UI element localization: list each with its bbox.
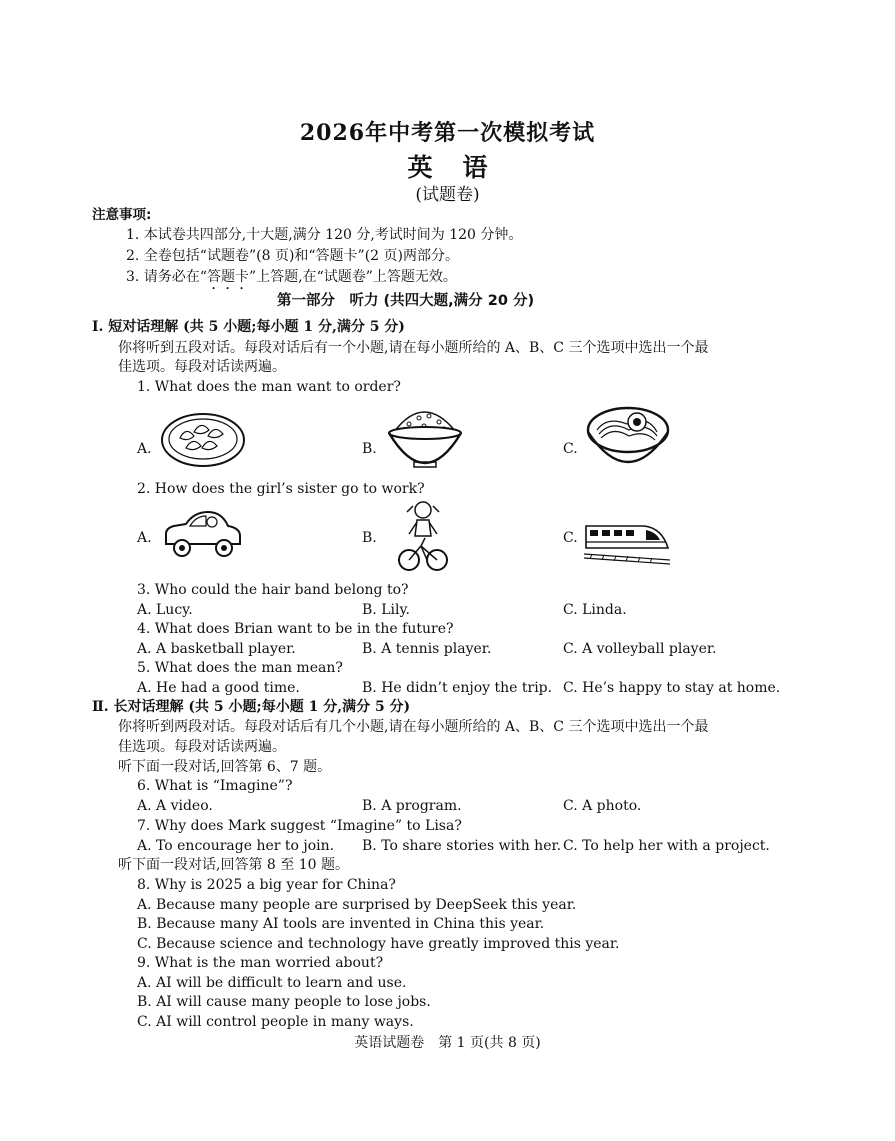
girl-cycling-icon — [398, 500, 448, 574]
q8-option-b: B. Because many AI tools are invented in China this year. — [137, 916, 545, 932]
notice-item-2: 2. 全卷包括“试题卷”(8 页)和“答题卡”(2 页)两部分。 — [126, 248, 459, 264]
q9-option-a: A. AI will be difficult to learn and use. — [137, 975, 407, 991]
q4-option-a: A. A basketball player. — [137, 641, 296, 657]
section1-instruction-2: 佳选项。每段对话读两遍。 — [118, 359, 286, 375]
notice-item-1: 1. 本试卷共四部分,十大题,满分 120 分,考试时间为 120 分钟。 — [126, 227, 523, 243]
notice-item-3-emphasis: “答题卡” — [199, 269, 257, 285]
q7-option-b: B. To share stories with her. — [362, 838, 562, 854]
q7-option-c: C. To help her with a project. — [563, 838, 770, 854]
q9-option-c: C. AI will control people in many ways. — [137, 1014, 414, 1030]
notice-item-3-end: 上答题,在“试题卷”上答题无效。 — [256, 269, 457, 285]
noodle-bowl-icon — [585, 400, 671, 472]
page-title: 2026年中考第一次模拟考试 — [299, 120, 596, 146]
q6-option-c: C. A photo. — [563, 798, 642, 814]
listen-instruction-2: 听下面一段对话,回答第 8 至 10 题。 — [118, 857, 349, 873]
q3-option-c: C. Linda. — [563, 602, 627, 618]
listen-instruction-1: 听下面一段对话,回答第 6、7 题。 — [118, 759, 332, 775]
section2-instruction-2: 佳选项。每段对话读两遍。 — [118, 739, 286, 755]
q2-option-a-label: A. — [137, 530, 152, 546]
q2-option-b-label: B. — [362, 530, 377, 546]
part1-heading: 第一部分 听力 (共四大题,满分 20 分) — [277, 293, 535, 309]
q3-option-a: A. Lucy. — [137, 602, 193, 618]
q8-option-a: A. Because many people are surprised by DeepSeek this year. — [137, 897, 577, 913]
notice-item-3-start: 3. 请务必在 — [126, 269, 200, 285]
page-footer: 英语试题卷 第 1 页(共 8 页) — [354, 1035, 541, 1051]
section1-heading: Ⅰ. 短对话理解 (共 5 小题;每小题 1 分,满分 5 分) — [92, 319, 405, 335]
question-1: 1. What does the man want to order? — [137, 379, 401, 395]
q5-option-c: C. He’s happy to stay at home. — [563, 680, 781, 696]
q8-option-c: C. Because science and technology have greatly improved this year. — [137, 936, 620, 952]
notice-item-3 — [126, 268, 457, 293]
q1-option-a-label: A. — [137, 441, 152, 457]
question-8: 8. Why is 2025 a big year for China? — [137, 877, 396, 893]
question-2: 2. How does the girl’s sister go to work? — [137, 481, 425, 497]
q1-option-c-label: C. — [563, 441, 578, 457]
dumplings-plate-icon — [160, 408, 246, 468]
question-4: 4. What does Brian want to be in the future? — [137, 621, 454, 637]
q5-option-a: A. He had a good time. — [137, 680, 300, 696]
section1-instruction-1: 你将听到五段对话。每段对话后有一个小题,请在每小题所给的 A、B、C 三个选项中选出一个最 — [118, 340, 709, 356]
q6-option-b: B. A program. — [362, 798, 462, 814]
subject-title: 英语 — [407, 153, 518, 182]
question-3: 3. Who could the hair band belong to? — [137, 582, 409, 598]
section2-heading: Ⅱ. 长对话理解 (共 5 小题;每小题 1 分,满分 5 分) — [92, 699, 411, 715]
q5-option-b: B. He didn’t enjoy the trip. — [362, 680, 553, 696]
section2-instruction-1: 你将听到两段对话。每段对话后有几个小题,请在每小题所给的 A、B、C 三个选项中选出一个最 — [118, 719, 709, 735]
volume-label: (试题卷) — [415, 185, 480, 205]
car-icon — [160, 508, 246, 562]
question-5: 5. What does the man mean? — [137, 660, 343, 676]
q3-option-b: B. Lily. — [362, 602, 410, 618]
question-9: 9. What is the man worried about? — [137, 955, 384, 971]
high-speed-train-icon — [582, 514, 672, 570]
q1-option-b-label: B. — [362, 441, 377, 457]
q6-option-a: A. A video. — [137, 798, 213, 814]
q7-option-a: A. To encourage her to join. — [137, 838, 335, 854]
notice-heading: 注意事项: — [92, 207, 152, 223]
question-6: 6. What is “Imagine”? — [137, 778, 293, 794]
question-7: 7. Why does Mark suggest “Imagine” to Lisa? — [137, 818, 462, 834]
q4-option-b: B. A tennis player. — [362, 641, 492, 657]
rice-bowl-icon — [384, 402, 466, 470]
q9-option-b: B. AI will cause many people to lose jobs. — [137, 994, 431, 1010]
q2-option-c-label: C. — [563, 530, 578, 546]
q4-option-c: C. A volleyball player. — [563, 641, 717, 657]
